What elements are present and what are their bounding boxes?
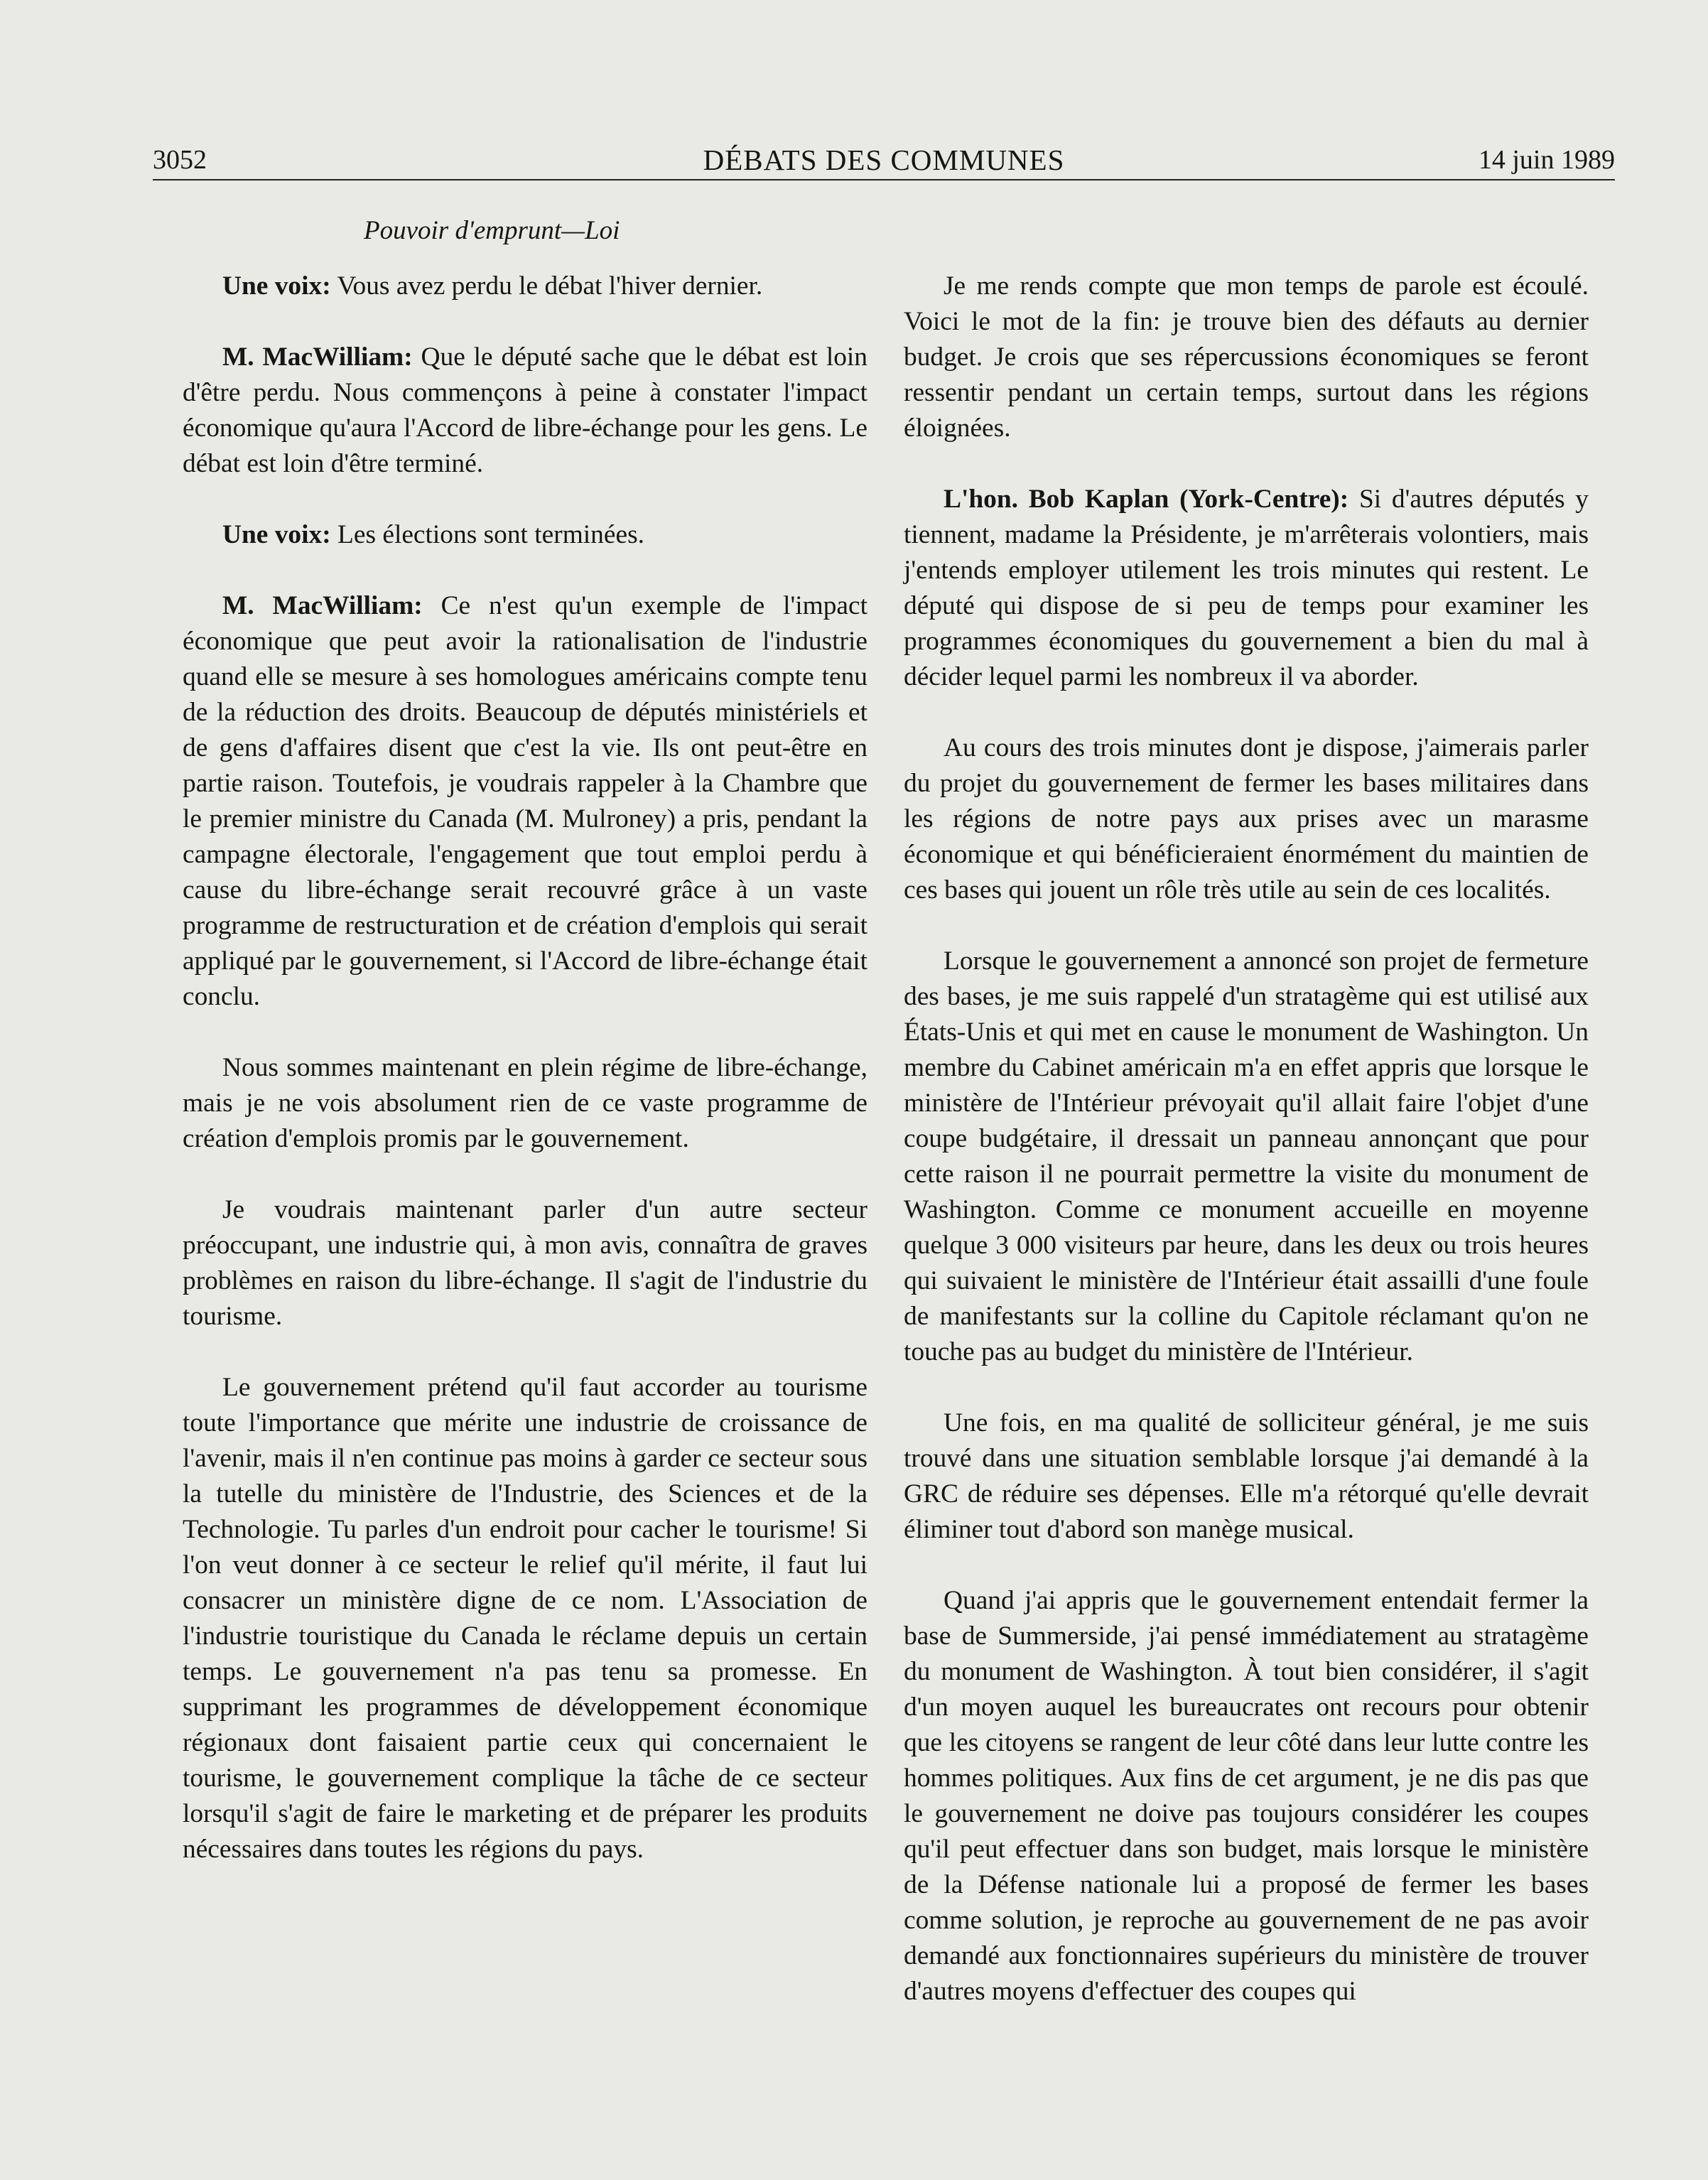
paragraph-text: Le gouvernement prétend qu'il faut accorder au tourisme toute l'importance que mérite une industrie de croissance de l'avenir, mais il n'en continue pas moins à garder ce secteur sous la tutelle du ministère de l'Industrie, des Sciences et de la Technologie. Tu parles d'un endroit pour cacher le tourisme! Si l'on veut donner à ce secteur le relief qu'il mérite, il faut lui consacrer un ministère digne de ce nom. L'Association de l'industrie touristique du Canada le réclame depuis un certain temps. Le gouvernement n'a pas tenu sa promesse. En supprimant les programmes de développement économique régionaux dont faisaient partie ceux qui concernaient le tourisme, le gouvernement complique la tâche de ce secteur lorsqu'il s'agit de faire le marketing et de préparer les produits nécessaires dans toutes les régions du pays. bbox=[183, 1373, 867, 1864]
paragraph-text: Que le député sache que le débat est loin d'être perdu. Nous commençons à peine à constater l'impact économique qu'aura l'Accord de libre-échange pour les gens. Le débat est loin d'être terminé. bbox=[183, 342, 868, 478]
paragraph bbox=[183, 269, 867, 304]
publication-title: DÉBATS DES COMMUNES bbox=[703, 144, 1065, 176]
paragraph-text: Lorsque le gouvernement a annoncé son projet de fermeture des bases, je me suis rappelé d'un stratagème qui est utilisé aux États-Unis et qui met en cause le monument de Washington. Un membre du Cabinet américain m'a en effet appris que lorsque le ministère de l'Intérieur prévoyait qu'il allait faire l'objet d'une coupe budgétaire, il dressait un panneau annonçant que pour cette raison il ne pourrait permettre la visite du monument de Washington. Comme ce monument accueille en moyenne quelque 3 000 visiteurs par heure, dans les deux ou trois heures qui suivaient le ministère de l'Intérieur était assailli d'une foule de manifestants sur la colline du Capitole réclamant qu'on ne touche pas au budget du ministère de l'Intérieur. bbox=[904, 946, 1589, 1366]
paragraph bbox=[904, 730, 1589, 908]
paragraph bbox=[904, 1405, 1589, 1548]
paragraph-text: Nous sommes maintenant en plein régime de libre-échange, mais je ne vois absolument rien de ce vaste programme de création d'emplois promis par le gouvernement. bbox=[183, 1053, 867, 1153]
paragraph bbox=[904, 269, 1589, 446]
paragraph bbox=[904, 944, 1589, 1370]
paragraph-text: Une fois, en ma qualité de solliciteur général, je me suis trouvé dans une situation semblable lorsque j'ai demandé à la GRC de réduire ses dépenses. Elle m'a rétorqué qu'elle devrait éliminer tout d'abord son manège musical. bbox=[904, 1408, 1589, 1544]
paragraph-text: Je me rends compte que mon temps de parole est écoulé. Voici le mot de la fin: je trouve bien des défauts au dernier budget. Je crois que ses répercussions économiques se feront ressentir pendant un certain temps, surtout dans les régions éloignées. bbox=[904, 271, 1589, 443]
paragraph bbox=[904, 482, 1589, 695]
speaker-name: M. MacWilliam: bbox=[222, 342, 413, 372]
speaker-name: L'hon. Bob Kaplan (York-Centre): bbox=[944, 485, 1349, 514]
speaker-name: Une voix: bbox=[222, 271, 331, 301]
paragraph bbox=[183, 1050, 867, 1157]
left-column bbox=[183, 269, 867, 1903]
page-number: 3052 bbox=[153, 145, 207, 175]
right-column bbox=[904, 269, 1589, 2045]
paragraph-text: Les élections sont terminées. bbox=[330, 520, 644, 549]
header-rule bbox=[153, 179, 1615, 180]
paragraph-text: Je voudrais maintenant parler d'un autre secteur préoccupant, une industrie qui, à mon avis, connaîtra de graves problèmes en raison du libre-échange. Il s'agit de l'industrie du tourisme. bbox=[183, 1195, 867, 1331]
paragraph bbox=[183, 517, 867, 553]
paragraph bbox=[183, 1370, 867, 1867]
paragraph-text: Vous avez perdu le débat l'hiver dernier. bbox=[330, 271, 763, 301]
paragraph-text: Ce n'est qu'un exemple de l'impact économique que peut avoir la rationalisation de l'industrie quand elle se mesure à ses homologues américains compte tenu de la réduction des droits. Beaucoup de députés ministériels et de gens d'affaires disent que c'est la vie. Ils ont peut-être en partie raison. Toutefois, je voudrais rappeler à la Chambre que le premier ministre du Canada (M. Mulroney) a pris, pendant la campagne électorale, l'engagement que tout emploi perdu à cause du libre-échange serait recouvré grâce à un vaste programme de restructuration et de création d'emplois qui serait appliqué par le gouvernement, si l'Accord de libre-échange était conclu. bbox=[183, 591, 867, 1011]
speaker-name: Une voix: bbox=[222, 520, 331, 549]
section-title: Pouvoir d'emprunt—Loi bbox=[364, 216, 620, 245]
paragraph bbox=[904, 1583, 1589, 2009]
paragraph-text: Au cours des trois minutes dont je dispose, j'aimerais parler du projet du gouvernement de fermer les bases militaires dans les régions de notre pays aux prises avec un marasme économique et qui bénéficieraient énormément du maintien de ces bases qui jouent un rôle très utile au sein de ces localités. bbox=[904, 733, 1589, 905]
publication-date: 14 juin 1989 bbox=[1478, 145, 1615, 175]
paragraph bbox=[183, 588, 867, 1015]
paragraph-text: Si d'autres députés y tiennent, madame la Présidente, je m'arrêterais volontiers, mais j'entends employer utilement les trois minutes qui restent. Le député qui dispose de si peu de temps pour examiner les programmes économiques du gouvernement a bien du mal à décider lequel parmi les nombreux il va aborder. bbox=[904, 485, 1589, 691]
running-header bbox=[153, 136, 1615, 179]
paragraph bbox=[183, 1192, 867, 1334]
speaker-name: M. MacWilliam: bbox=[222, 591, 423, 620]
paragraph-text: Quand j'ai appris que le gouvernement entendait fermer la base de Summerside, j'ai pensé immédiatement au stratagème du monument de Washington. À tout bien considérer, il s'agit d'un moyen auquel les bureaucrates ont recours pour obtenir que les citoyens se rangent de leur côté dans leur lutte contre les hommes politiques. Aux fins de cet argument, je ne dis pas que le gouvernement ne doive pas toujours considérer les coupes qu'il peut effectuer dans son budget, mais lorsque le ministère de la Défense nationale lui a proposé de fermer les bases comme solution, je reproche au gouvernement de ne pas avoir demandé aux fonctionnaires supérieurs du ministère de trouver d'autres moyens d'effectuer des coupes qui bbox=[904, 1586, 1589, 2006]
paragraph bbox=[183, 340, 867, 482]
